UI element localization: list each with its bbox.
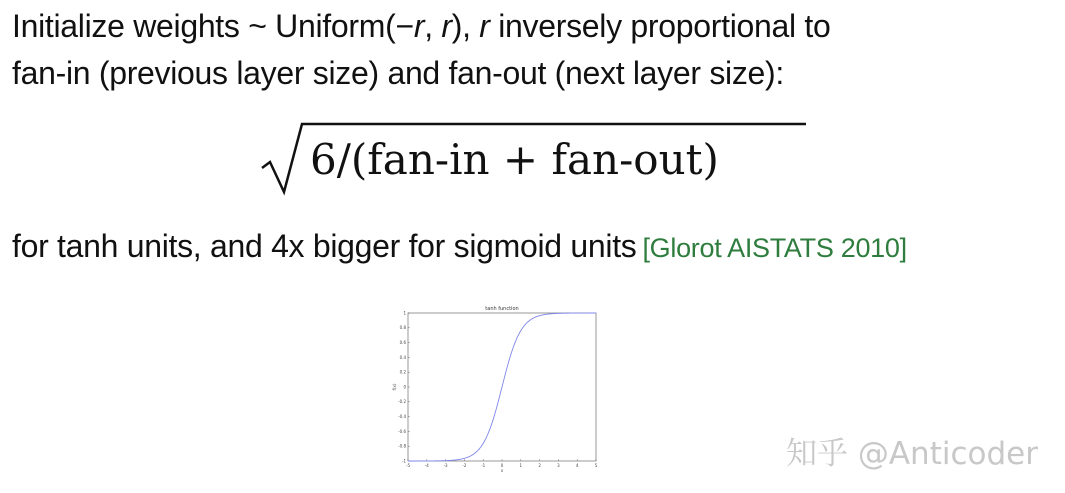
watermark: 知乎 @Anticoder: [786, 436, 1038, 472]
x-tick-label: 1: [519, 463, 523, 468]
formula-text: 6/(fan-in + fan-out): [310, 135, 719, 184]
y-tick-label: -0.2: [398, 399, 406, 405]
x-tick-label: -5: [406, 463, 410, 468]
var-r-1: r: [413, 8, 425, 44]
var-r-2: r: [441, 8, 452, 44]
x-tick-label: 5: [594, 463, 598, 468]
formula: [258, 118, 818, 198]
var-r-3: r: [479, 8, 490, 44]
line1-mid1: ,: [424, 8, 442, 44]
body-text: for tanh units, and 4x bigger for sigmoid units: [12, 228, 637, 264]
body-line: [12, 226, 907, 268]
citation: [Glorot AISTATS 2010]: [642, 233, 907, 263]
x-tick-label: -1: [481, 463, 486, 468]
heading-line-1: [12, 6, 830, 46]
x-tick-label: -3: [443, 463, 448, 468]
y-tick-label: -1: [402, 458, 406, 464]
x-tick-label: 4: [575, 463, 579, 468]
line1-suffix: inversely proportional to: [489, 8, 831, 44]
plot-title: tanh function: [485, 306, 519, 312]
y-tick-label: 0.6: [399, 340, 406, 345]
y-tick-label: 0.4: [399, 354, 406, 360]
y-tick-label: 0.8: [399, 325, 406, 331]
x-tick-label: -4: [424, 463, 429, 468]
heading-line-2: fan-in (previous layer size) and fan-out (next layer size):: [12, 55, 784, 91]
x-axis-label: x: [500, 468, 504, 472]
y-axis-label: f(x): [392, 383, 397, 391]
x-tick-label: -2: [462, 463, 467, 468]
line1-mid2: ),: [451, 8, 480, 44]
tanh-plot: [388, 300, 610, 472]
x-tick-label: 3: [557, 463, 560, 468]
y-tick-label: 0: [403, 384, 406, 390]
y-tick-label: 1: [403, 310, 406, 316]
y-tick-label: -0.8: [398, 443, 406, 449]
y-tick-label: -0.4: [398, 414, 406, 419]
y-tick-label: -0.6: [398, 428, 406, 434]
x-tick-label: 2: [538, 463, 541, 468]
line1-prefix: Initialize weights ~ Uniform(−: [12, 8, 414, 44]
y-tick-label: 0.2: [399, 369, 406, 375]
x-tick-label: 0: [500, 463, 504, 468]
